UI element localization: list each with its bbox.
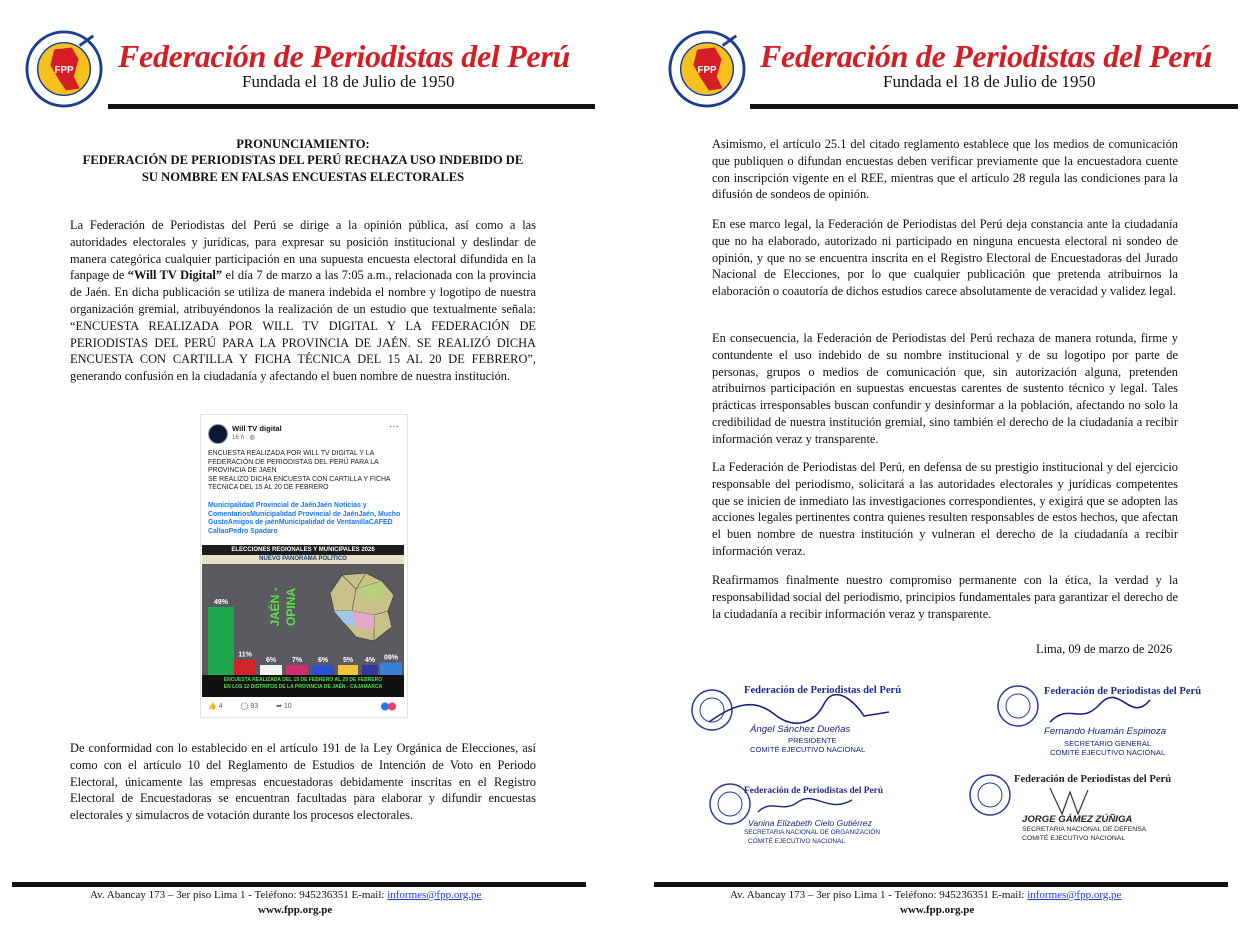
founded-subtitle: Fundada el 18 de Julio de 1950 <box>242 72 455 91</box>
poll-percentage-label: 5% <box>342 657 354 664</box>
svg-text:FPP: FPP <box>54 64 74 76</box>
poll-percentage-label: 4% <box>364 657 376 664</box>
org-title: Federación de Periodistas del Perú <box>760 38 1212 74</box>
paragraph-intro: La Federación de Periodistas del Perú se dirige a la opinión pública, así como a las autoridades electorales y jurídicas, para expresar su posición institucional y deslindar de manera categórica cualquier participación en una supuesta encuesta electoral difundida en la fanpage de “Will TV Digital” el día 7 de marzo a las 7:05 a.m., relacionada con la provincia de Jaén. En dicha publicación se utiliza de manera indebida el nombre y logotipo de nuestra organización gremial, atribuyéndonos la realización de un estudio que textualmente señala: “ENCUESTA REALIZADA POR WILL TV DIGITAL Y LA FEDERACIÓN DE PERIODISTAS DEL PERÚ PARA LA PROVINCIA DE JAÉN. SE REALIZÓ DICHA ENCUESTA CON CARTILLA Y FICHA TÉCNICA DEL 15 AL 20 DE FEBRERO”, generando confusión en la ciudadanía y afectando el buen nombre de nuestra institución. <box>70 218 537 384</box>
account-avatar <box>208 424 228 444</box>
header-divider <box>108 104 595 109</box>
poll-brand-text: JAÉN - OPINA <box>268 587 298 627</box>
heading-line-1: PRONUNCIAMIENTO: <box>236 137 370 151</box>
poll-bar <box>286 665 308 675</box>
handwritten-signature <box>1040 696 1170 728</box>
poll-graphic-title: ELECCIONES REGIONALES Y MUNICIPALES 2026 <box>202 545 404 555</box>
footer-divider <box>12 882 586 887</box>
footer-divider <box>654 882 1228 887</box>
paragraph-article-25: Asimismo, el artículo 25.1 del citado reglamento establece que los medios de comunicación que publiquen o difundan encuestas deben verificar previamente que la encuestadora cuente con inscripción vigente en el REE, mientras que el artículo 28 regula las condiciones para la difusión de sondeos de opinión. <box>712 137 1178 202</box>
poll-bar <box>234 660 256 675</box>
handwritten-signature <box>1040 784 1100 818</box>
stamp-seal-icon <box>996 684 1040 728</box>
heading-line-2: FEDERACIÓN DE PERIODISTAS DEL PERÚ RECHAZA USO INDEBIDO DE <box>82 153 524 168</box>
poll-bar <box>208 607 234 675</box>
poll-graphic <box>202 545 404 697</box>
poll-bar <box>362 665 378 675</box>
post-timestamp: 16 h · ◍ <box>232 434 255 441</box>
reaction-icons <box>380 702 400 711</box>
footer-website: www.fpp.org.pe <box>258 904 333 916</box>
document-page-2: FPP Federación de Periodistas del Perú Fundada el 18 de Julio de 1950 Asimismo, el artículo 25.1 del citado reglamento establece que los medios de comunicación que publiquen o difundan encuestas deben verificar previamente que la encuestadora cuente con inscripción vigente en el REE, mientras que el artículo 28 regula las condiciones para la difusión de sondeos de opinión. En ese marco legal, la Federación de Periodistas del Perú deja constancia ante la ciudadanía que no ha elaborado, autorizado ni participado en ninguna encuesta electoral ni sondeo de opinión, y que no se encuentra inscrita en el Registro Electoral de Encuestadoras del Jurado Nacional de Elecciones, por lo que cualquier publicación que pretenda atribuirnos la elaboración o coautoría de dichos estudios carece absolutamente de veracidad y validez legal. En consecuencia, la Federación de Periodistas del Perú rechaza de manera rotunda, firme y contundente el uso indebido de su nombre institucional y de su logotipo por parte de personas, grupos o medios de comunicación que, sin autorización alguna, pretenden atribuirnos participación en supuestas encuestas carentes de sustento técnico y legal. Tales prácticas irresponsables buscan confundir y desinformar a la población, afectando no solo la credibilidad de nuestra institución gremial, sino también el derecho de la ciudadanía a recibir información veraz y transparente. La Federación de Periodistas del Perú, en defensa de su prestigio institucional y del ejercicio responsable del periodismo, solicitará a las autoridades electorales y jurídicas competentes que se inicien de inmediato las investigaciones correspondientes, y exigirá que se adopten las acciones legales pertinentes contra quienes resulten responsables de estos hechos, que afectan el buen nombre de nuestra institución y vulneran el derecho de la ciudadanía a recibir información veraz. Reafirmamos finalmente nuestro compromiso permanente con la ética, la verdad y la responsabilidad social del periodismo, principios fundamentales para garantizar el derecho de la ciudadanía a recibir información veraz y transparente. Lima, 09 de marzo de 2026 Federación de Periodistas del Perú Ángel Sánchez Dueñas PRESIDENTE COMITÉ EJECUTIVO NACIONAL Federación de Periodistas del Perú Fernando Huamán Espinoza SECRETARIO GENERAL COMITÉ EJECUTIVO NACIONAL Federación de Periodistas del Perú Vanina Elizabeth Cielo Gutiérrez SECRETARIA NACIONAL DE ORGANIZACIÓN COMITÉ EJECUTIVO NACIONAL Federación de Periodistas del Perú JORGE GÁMEZ ZÚÑIGA SECRETARIA NACIONAL DE DEFENSA COMITÉ EJECUTIVO NACIONAL Av. Abancay 173 – 3er piso Lima 1 - Teléfono: 945236351 E-mail: informes@fpp.org.pe www.fpp.org.pe <box>640 0 1254 945</box>
paragraph-commitment: Reafirmamos finalmente nuestro compromiso permanente con la ética, la verdad y la responsabilidad social del periodismo, principios fundamentales para garantizar el derecho de la ciudadanía a recibir información veraz y transparente. <box>712 573 1178 621</box>
poll-percentage-label: 09% <box>383 654 399 662</box>
footer-email-link[interactable]: informes@fpp.org.pe <box>387 889 482 901</box>
statement-heading <box>60 136 546 185</box>
stamp-seal-icon <box>968 773 1012 817</box>
shares-count: ➦ 10 <box>276 703 292 710</box>
poll-percentage-label: 7% <box>291 657 303 664</box>
poll-bar <box>312 665 334 675</box>
poll-bar <box>380 663 402 675</box>
paragraph-legal-framework: En ese marco legal, la Federación de Periodistas del Perú deja constancia ante la ciudadanía que no ha elaborado, autorizado ni participado en ninguna encuesta electoral ni sondeo de opinión, y que no se encuentra inscrita en el Registro Electoral de Encuestadoras del Jurado Nacional de Elecciones, por lo que cualquier publicación que pretenda atribuirnos la elaboración o coautoría de dichos estudios carece absolutamente de veracidad y validez legal. <box>712 217 1178 299</box>
fpp-logo <box>25 30 103 108</box>
comments-count: ◯ 93 <box>240 703 259 710</box>
likes-count: 👍 4 <box>208 703 223 710</box>
heading-line-3: SU NOMBRE EN FALSAS ENCUESTAS ELECTORALES <box>141 169 465 184</box>
org-title: Federación de Periodistas del Perú <box>118 38 570 74</box>
fpp-logo <box>668 30 746 108</box>
svg-text:FPP: FPP <box>697 64 717 76</box>
footer-address: Av. Abancay 173 – 3er piso Lima 1 - Teléfono: 945236351 E-mail: informes@fpp.org.pe <box>90 889 482 901</box>
post-engagement <box>208 702 308 710</box>
poll-bar <box>338 665 358 675</box>
paragraph-rejection: En consecuencia, la Federación de Periodistas del Perú rechaza de manera rotunda, firme y contundente el uso indebido de su nombre institucional y de su logotipo por parte de personas, grupos o medios de comunicación que, sin autorización alguna, pretenden atribuirnos participación en supuestas encuestas carentes de sustento técnico y legal. Tales prácticas irresponsables buscan confundir y desinformar a la población, afectando no solo la credibilidad de nuestra institución gremial, sino también el derecho de la ciudadanía a recibir información veraz y transparente. <box>712 331 1178 446</box>
post-body-text: ENCUESTA REALIZADA POR WILL TV DIGITAL Y LA FEDERACIÓN DE PERIODISTAS DEL PERÚ PARA LA PROVINCIA DE JAEN SE REALIZO DICHA ENCUESTA CON CARTILLA Y FICHA TECNICA DEL 15 AL 20 DE FEBRERO <box>208 450 391 491</box>
place-date: Lima, 09 de marzo de 2026 <box>1036 642 1173 656</box>
footer-website: www.fpp.org.pe <box>900 904 975 916</box>
footer-address: Av. Abancay 173 – 3er piso Lima 1 - Teléfono: 945236351 E-mail: informes@fpp.org.pe <box>730 889 1122 901</box>
paragraph-legal-basis: De conformidad con lo establecido en el artículo 191 de la Ley Orgánica de Elecciones, así como con el artículo 10 del Reglamento de Estudios de Intención de Voto en Periodo Electoral, únicamente las empresas encuestadoras debidamente inscritas en el Registro Electoral de Encuestadoras se encuentran facultadas para elaborar y difundir encuestas electorales y simulacros de votación durante los procesos electorales. <box>70 741 536 823</box>
paragraph-actions: La Federación de Periodistas del Perú, en defensa de su prestigio institucional y del ejercicio responsable del periodismo, solicitará a las autoridades electorales y jurídicas competentes que se inicien de inmediato las investigaciones correspondientes, y exigirá que se adopten las acciones legales pertinentes contra quienes resulten responsables de estos hechos, que afectan el buen nombre de nuestra institución y vulneran el derecho de la ciudadanía a recibir información veraz. <box>712 460 1178 558</box>
poll-graphic-band: NUEVO PANORAMA POLÍTICO <box>202 555 404 564</box>
header-divider <box>750 104 1238 109</box>
poll-percentage-label: 11% <box>238 651 252 659</box>
handwritten-signature <box>752 794 862 818</box>
fanpage-name: “Will TV Digital” <box>127 268 223 283</box>
more-options-icon: ··· <box>389 421 399 432</box>
poll-bar <box>260 665 282 675</box>
post-account-name: Will TV digital <box>232 424 282 433</box>
founded-subtitle: Fundada el 18 de Julio de 1950 <box>883 72 1096 91</box>
social-post-screenshot <box>200 414 408 718</box>
poll-percentage-label: 6% <box>317 657 329 664</box>
poll-percentage-label: 6% <box>265 657 277 664</box>
post-tags: Municipalidad Provincial de JaénJaén Noticias y ComentariosMunicipalidad Provincial de JaénJaén, Mucho GustoAmigos de jaénMunicipalidad de VentanillaCAFED CallaoPedro Spadaro <box>208 502 401 535</box>
poll-percentage-label: 49% <box>213 599 229 606</box>
footer-email-link[interactable]: informes@fpp.org.pe <box>1027 889 1122 901</box>
poll-graphic-footer: ENCUESTA REALIZADA DEL 15 DE FEBRERO AL 20 DE FEBRERO EN LOS 12 DISTRITOS DE LA PROVINCIA DE JAÉN - CAJAMARCA <box>202 675 404 697</box>
